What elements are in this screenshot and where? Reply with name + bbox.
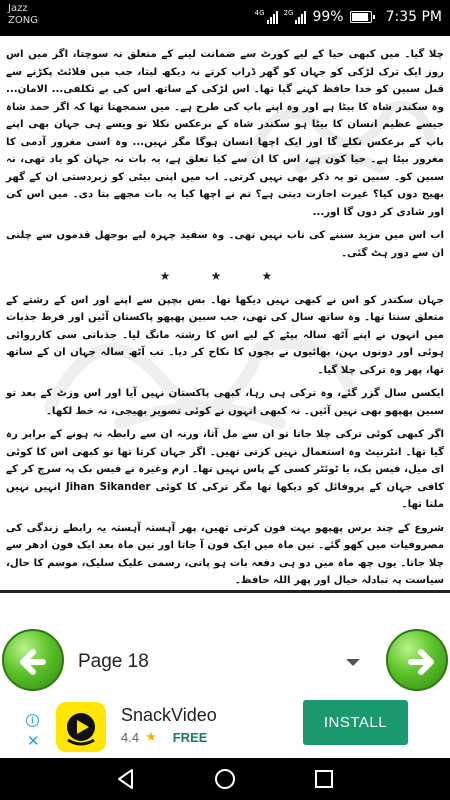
- status-bar: [0, 0, 450, 36]
- rating-value: 4.4: [121, 729, 140, 745]
- novel-text: [0, 38, 450, 593]
- paragraph: شروع کے چند برس پھپھو بہت فون کرتی تھیں، پھر آہستہ آہستہ یہ رابطے زندگی کی مصروفیات میں کھو گئے۔ تین ماہ میں ایک فون آ جاتا اور تین ماہ بعد ایک فون ادھر سے چلا جاتا۔ یوں چھ ماہ میں دو ہی دفعہ بات ہو پاتی، رسمی علیک سلیک، موسم کا حال، سیاست پہ تبادلہ خیال اور پھر اللہ حافظ۔: [6, 522, 444, 586]
- ad-app-name[interactable]: SnackVideo: [121, 705, 217, 725]
- paragraph: جہان سکندر کو اس نے کبھی نہیں دیکھا تھا۔ بس بچپن سے اپنے اور اس کے رشتے کے متعلق سنتا تھا۔ وہ ساتھ سال کی تھی، جب سبین پھپھو پاکستان آئیں اور فرط جذبات میں انہوں نے اپنے آٹھ سالہ بیٹے کے لیے اس کا رشتہ مانگ لیا۔ جذباتی سی کارروائی ہوئی اور دونوں بہن، بھائیوں نے بچوں کا نکاح کر دیا۔ تب آٹھ سالہ جہان ان کے ساتھ تھا، پھر وہ ترکی چلا گیا۔: [6, 294, 444, 376]
- home-icon[interactable]: [213, 767, 237, 791]
- page-dropdown[interactable]: [74, 643, 374, 683]
- battery-icon: [350, 11, 372, 23]
- next-page-button[interactable]: [386, 629, 448, 691]
- system-navigation-bar: [0, 758, 450, 800]
- star-icon: ★: [145, 729, 157, 744]
- arrow-right-icon: [397, 640, 441, 684]
- battery-percent: 99%: [312, 9, 344, 25]
- signal-1-icon: [255, 10, 278, 24]
- page-navigation: [0, 620, 450, 708]
- paragraph: اب اس میں مزید سننے کی تاب نہیں تھی۔ وہ سفید چہرہ لیے بوجھل قدموں سے چلتی ان سے دور ہٹ گئی۔: [6, 230, 444, 259]
- carrier-2: ZONG: [8, 15, 38, 26]
- network-type-1: 4G: [254, 9, 265, 17]
- paragraph-text: اگر کبھی کوئی ترکی چلا جاتا تو ان سے مل آتا، ورنہ ان سے رابطہ نہ ہونے کے برابر رہ گیا تھا۔ انٹرنیٹ وہ استعمال نہیں کرتی تھیں۔ اگر جہان کرتا تھا تو کبھی اس کا کوئی ای میل، فیس بک، یا ٹوئٹر کسی کے پاس نہیں تھا۔ ارم وغیرہ نے فیس بک پہ سرچ کر کے کافی جہان کے پروفائل کو دیکھا تھا مگر ترکی کا کوئی: [6, 429, 445, 493]
- section-divider: ★ ★ ★: [159, 269, 291, 283]
- page-bottom-divider: [0, 590, 450, 593]
- previous-page-button[interactable]: [2, 629, 64, 691]
- chevron-down-icon: [346, 659, 360, 666]
- network-type-2: 2G: [283, 9, 294, 17]
- paragraph: [6, 426, 444, 514]
- arrow-left-icon: [13, 640, 57, 684]
- page-number: Page 18: [78, 651, 149, 672]
- ad-info-icon[interactable]: i: [26, 714, 39, 727]
- install-button[interactable]: INSTALL: [303, 700, 408, 745]
- inline-name: Jihan Sikander: [65, 481, 151, 493]
- paragraph: ایکسں سال گزر گئے، وہ ترکی ہی رہا، کبھی پاکستان نہیں آیا اور اس وزٹ کے بعد تو سبین پھپھو بھی نہیں آئیں۔ نہ کبھی انہوں نے کوئی تصویر بھیجی، نہ خط لکھا۔: [6, 388, 444, 417]
- snackvideo-logo-icon[interactable]: [56, 702, 106, 752]
- ad-rating: [121, 729, 207, 745]
- recent-apps-icon[interactable]: [312, 767, 336, 791]
- price-label: FREE: [172, 729, 208, 745]
- paragraph-text: انہیں نہیں ملتا تھا۔: [6, 481, 444, 510]
- signal-2-icon: [284, 10, 307, 24]
- carrier-1: Jazz: [8, 3, 28, 14]
- ad-banner[interactable]: [0, 696, 450, 758]
- back-icon[interactable]: [114, 767, 138, 791]
- paragraph: چلا گیا۔ میں کبھی حیا کے لیے کورٹ سے ضمانت لینے کے متعلق نہ سوچتا، اگر میں اس روز ایک ترک لڑکی کو جہان کو گھر ڈراپ کرتے نہ دیکھ لیتا، جب میں فلائٹ پکڑنے سے قبل سبین کو خدا حافظ کہنے گیا تھا۔ اس لڑکی کے ساتھ اس کی بے تکلفی... الامان... وہ سکندر شاہ کا بیٹا ہے اور وہ اپنے باپ کی طرح ہے۔ میں سمجھتا تھا کہ اگر حمد شاہ جیسے عظیم انسان کا بیٹا ہو سکندر شاہ کے برعکس نکلا تو ویسے ہی جہان بھی اپنے باپ کے برعکس نکلے گا اور ایک اچھا انسان ہوگا مگر نہیں... وہ اسی مغرور آدمی کا مغرور بیٹا ہے۔ حیا کون ہے، اس کا ان سے کیا تعلق ہے، یہ بات نہ جہان کو یاد تھی، نہ سبین کو۔ سبین تو یہ ذکر بھی نہیں کرتی۔ اب میں اپنی بیٹی کو زبردستی ان کے گھر بھیج دوں کیا؟ غیرت اجازت دیتی ہے؟ تم نے اچھا کیا یہ بات مجھے بتا دی۔ میں اس کی اور شادی کر دوں گا اور...: [6, 49, 444, 218]
- ad-close-icon[interactable]: ✕: [27, 733, 40, 750]
- status-indicators: [255, 6, 442, 28]
- carrier-names: [8, 3, 38, 27]
- battery-fill: [352, 13, 369, 21]
- document-page[interactable]: [0, 38, 450, 593]
- clock: 7:35 PM: [385, 9, 442, 25]
